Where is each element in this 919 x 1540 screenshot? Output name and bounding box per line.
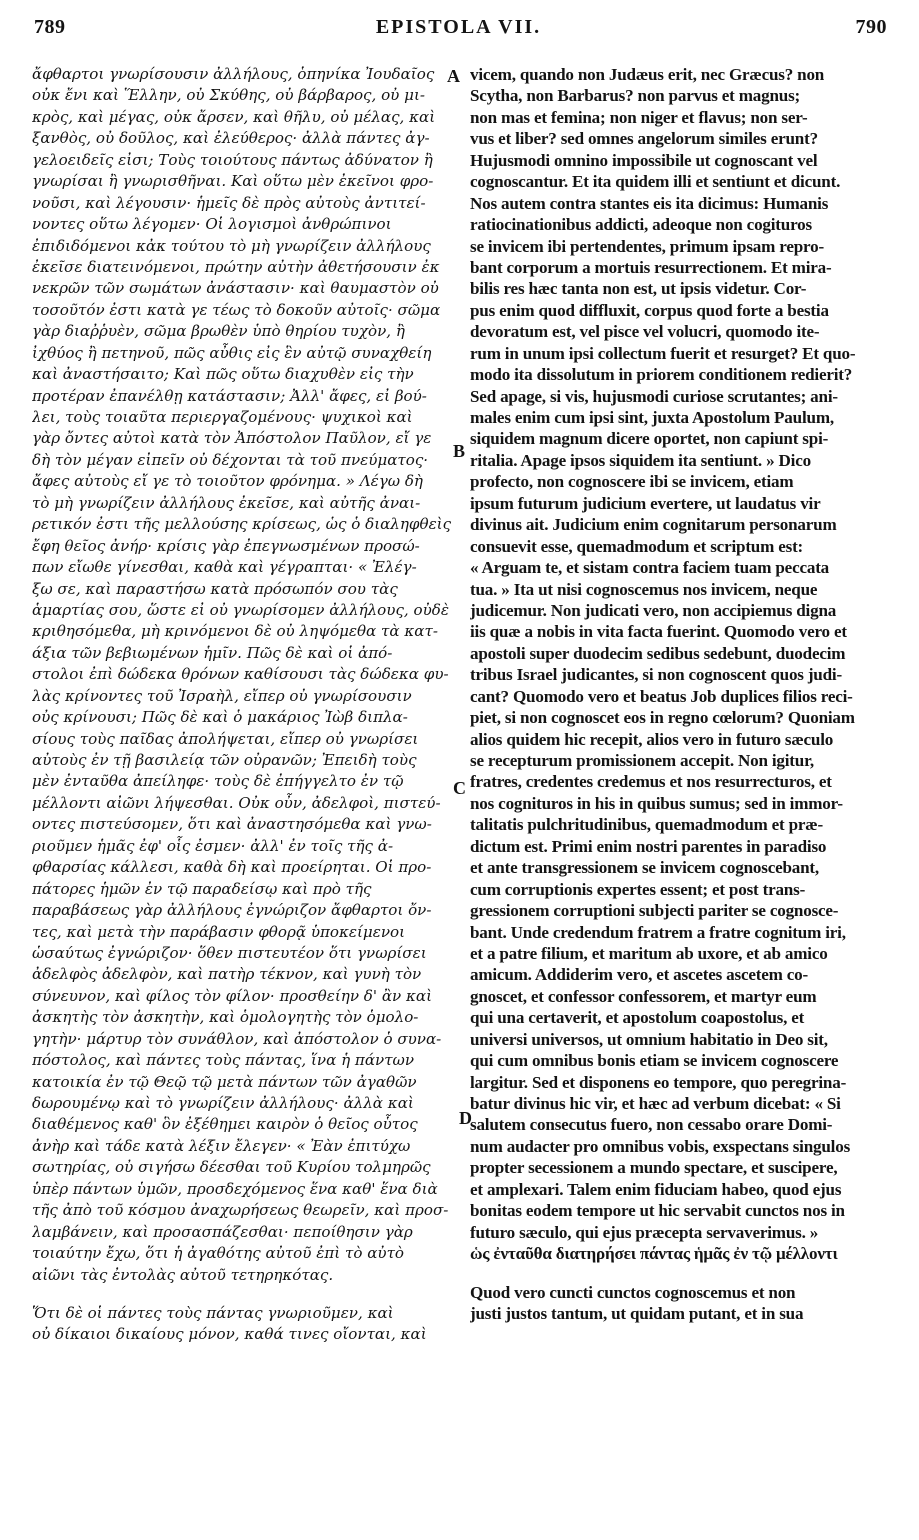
greek-text-line: ἰχθύος ἢ πετηνοῦ, πῶς αὖθις εἰς ἓν αὐτῷ συναχθείη [32, 343, 432, 362]
latin-text-line: siquidem magnum dicere oportet, non capiunt spi- [470, 429, 829, 449]
greek-text-line: κατοικία ἐν τῷ Θεῷ τῷ μετὰ πάντων τῶν ἀγαθῶν [32, 1072, 417, 1091]
margin-marker-a: A [447, 66, 460, 86]
greek-text-line: τοιαύτην ἔχω, ὅτι ἡ ἀγαθότης αὐτοῦ ἐπὶ τὸ αὐτὸ [32, 1244, 405, 1263]
greek-text-line: νεκρῶν τῶν σωμάτων ἀνάστασιν· καὶ θαυμαστὸν οὐ [32, 279, 439, 298]
greek-text-line: οὐς κρίνουσι; Πῶς δὲ καὶ ὁ μακάριος Ἰὼβ διπλα- [32, 708, 408, 727]
latin-text-line: bant. Unde credendum fratrem a fratre cognitum iri, [470, 922, 846, 942]
greek-text-line: γελοειδεῖς εἰσι; Τοὺς τοιούτους πάντως ἀδύνατον ἢ [32, 150, 433, 169]
greek-text-line: αἰῶνι τὰς ἐντολὰς αὐτοῦ τετηρηκότας. [32, 1265, 334, 1284]
greek-text-line: παραβάσεως γὰρ ἀλλήλους ἐγνώριζον ἄφθαρτοι ὄν- [32, 901, 432, 920]
latin-text-line: num audacter pro omnibus vobis, exspectans singulos [470, 1136, 851, 1156]
greek-text-line: ριοῦμεν ἡμᾶς ἐφ' οἷς ἐσμεν· ἀλλ' ἐν τοῖς τῆς ἀ- [32, 836, 394, 855]
latin-text-line: vicem, quando non Judæus erit, nec Græcus? non [470, 65, 825, 84]
left-page-number: 789 [34, 16, 66, 38]
greek-text-line: κριθησόμεθα, μὴ κρινόμενοι δὲ οὐ ληψόμεθα τὰ κατ- [32, 622, 438, 641]
latin-text-line: judicemur. Non judicati vero, non accipiemus digna [470, 600, 837, 620]
latin-text-line: devoratum est, vel pisce vel volucri, quomodo ite- [470, 322, 820, 342]
latin-text-line: qui una certaverit, et apostolum coapostolus, et [470, 1008, 805, 1028]
latin-text-line: ipsum futurum judicium evertere, ut laudatus vir [470, 493, 821, 513]
latin-text-line: fratres, credentes credemus et nos resurrecturos, et [470, 772, 832, 792]
latin-text-line: ritalia. Apage ipsos siquidem ita sentiunt. » Dico [470, 450, 811, 470]
latin-text-line: apostoli super duodecim sedibus sedebunt, duodecim [470, 643, 846, 663]
latin-text-line: tua. » Ita ut nisi cognoscemus nos invicem, neque [470, 579, 818, 599]
greek-text-line: δωρουμένῳ καὶ τὸ γνωρίζειν ἀλλήλους· ἀλλὰ καὶ [32, 1094, 414, 1112]
latin-text-line: cant? Quomodo vero et beatus Job duplices filios reci- [470, 686, 853, 706]
latin-text-line: « Arguam te, et sistam contra faciem tuam peccata [470, 558, 830, 578]
latin-text-line: males enim cum ipsi sint, juxta Apostolum Paulum, [470, 408, 834, 427]
greek-text-line: λὰς κρίνοντες τοῦ Ἰσραὴλ, εἴπερ οὐ γνωρίσουσιν [32, 686, 412, 705]
greek-text-line: μέλλοντι αἰῶνι λήψεσθαι. Οὐκ οὖν, ἀδελφοὶ, πιστεύ- [32, 793, 441, 812]
greek-text-line: αὐτοὺς ἐν τῇ βασιλείᾳ τῶν οὐρανῶν; Ἐπειδὴ τοὺς [32, 751, 417, 769]
latin-text-line: ὡς ἐνταῦθα διατηρήσει πάντας ἡμᾶς ἐν τῷ μέλλοντι [470, 1244, 838, 1264]
greek-text-line: τὸ μὴ γνωρίζειν ἀλλήλους ἐκεῖσε, καὶ αὐτῆς ἀναι- [32, 493, 421, 512]
greek-text-line: ἀσκητὴς τὸν ἀσκητὴν, καὶ ὁμολογητὴς τὸν ὁμολο- [32, 1008, 419, 1027]
greek-text-line: οντες πιστεύσομεν, ὅτι καὶ ἀναστησόμεθα καὶ γνω- [32, 815, 432, 834]
greek-text-line: ὑπὲρ πάντων ὑμῶν, προσδεχόμενος ἕνα καθ' ἕνα διὰ [32, 1179, 438, 1198]
latin-text-column [470, 64, 884, 1324]
greek-text-line: λαμβάνειν, καὶ προσασπάζεσθαι· πεποίθησιν γὰρ [32, 1222, 413, 1241]
latin-text-line: Hujusmodi omnino impossibile ut cognoscant vel [470, 150, 818, 170]
greek-text-line: ἀδελφὸς ἀδελφὸν, καὶ πατὴρ τέκνον, καὶ γυνὴ τὸν [32, 965, 422, 984]
greek-text-line: πόστολος, καὶ πάντες τοὺς πάντας, ἵνα ἡ πάντων [32, 1051, 415, 1070]
greek-text-line: πάτορες ἡμῶν ἐν τῷ παραδείσῳ καὶ πρὸ τῆς [32, 879, 372, 898]
latin-text-line: gnoscet, et confessor confessorem, et martyr eum [470, 986, 817, 1006]
latin-text-line: bonitas eodem tempore ut hic servabit cunctos nos in [470, 1201, 845, 1221]
latin-text-line: et ante transgressionem se invicem cognoscebant, [470, 858, 820, 878]
greek-text-line: σίους τοὺς παῖδας ἀπολήψεται, εἴπερ οὐ γνωρίσει [32, 729, 419, 748]
latin-text-line: ratiocinationibus addicti, adeoque non cogituros [470, 215, 812, 235]
latin-text-line: qui cum omnibus bonis etiam se invicem cognoscere [470, 1051, 839, 1071]
latin-text-line: batur divinus hic vir, et hæc ad verbum dicebat: « Si [470, 1094, 841, 1113]
latin-text-line: iis quæ a nobis in vita facta fuerint. Quomodo vero et [470, 622, 847, 642]
greek-text-line: γνωρίσαι ἢ γνωρισθῆναι. Καὶ οὕτω μὲν ἐκεῖνοι φρο- [32, 172, 434, 191]
latin-text-line: universi universos, ut omnium habitatio in Deo sit, [470, 1029, 828, 1049]
greek-text-line: τοσοῦτόν ἐστι κατὰ γε τέως τὸ δοκοῦν αὐτοῖς· σῶμα [32, 300, 441, 319]
latin-text-line: Scytha, non Barbarus? non parvus et magnus; [470, 86, 801, 106]
greek-text-line: κρὸς, καὶ μέγας, οὐκ ἄρσεν, καὶ θῆλυ, οὐ μέλας, καὶ [32, 107, 436, 126]
greek-text-line: ἁμαρτίας σου, ὥστε εἰ οὐ γνωρίσομεν ἀλλήλους, οὐδὲ [32, 600, 449, 619]
margin-marker-d: D [459, 1108, 472, 1128]
greek-text-line: τες, καὶ μετὰ τὴν παράβασιν φθορᾷ ὑποκείμενοι [32, 922, 406, 941]
latin-text-line: piet, si non cognoscet eos in regno cœlorum? Quoniam [470, 708, 855, 728]
latin-text-line: talitatis pulchritudinibus, quemadmodum et præ- [470, 815, 823, 835]
latin-text-line: futuro sæculo, qui ejus præcepta servaverimus. » [470, 1222, 819, 1242]
greek-text-line: νοῦσι, καὶ λέγουσιν· ἡμεῖς δὲ πρὸς αὐτοὺς ἀντιτεί- [32, 193, 426, 212]
margin-marker-b: B [453, 441, 466, 461]
greek-text-paragraph-gap [32, 1286, 452, 1303]
greek-text-line: καὶ ἀναστήσαιτο; Καὶ πῶς οὕτω διαχυθὲν εἰς τὴν [32, 365, 414, 384]
latin-text-line: justi justos tantum, ut quidam putant, et in sua [470, 1303, 804, 1323]
latin-text-line: bilis res hæc tanta non est, ut ipsis videtur. Cor- [470, 279, 807, 299]
greek-text-line: νοντες οὕτω λέγομεν· Οἱ λογισμοὶ ἀνθρώπινοι [32, 215, 392, 234]
greek-text-line: οὐ δίκαιοι δικαίους μόνον, καθά τινες οἴονται, καὶ [32, 1325, 427, 1344]
latin-text-line: et amplexari. Talem enim fiduciam habeo, quod ejus [470, 1179, 842, 1199]
latin-text-line: se recepturum promissionem accepit. Non igitur, [470, 751, 815, 770]
latin-text-line: propter secessionem a mundo spectare, et suscipere, [470, 1158, 838, 1178]
greek-text-line: ἄφες αὐτοὺς εἴ γε τὸ τοιοῦτον φρόνημα. » Λέγω δὴ [32, 472, 423, 491]
latin-text-line: divinus ait. Judicium enim cognitarum personarum [470, 515, 837, 535]
latin-text-line: Sed apage, si vis, hujusmodi curiose scrutantes; ani- [470, 386, 838, 406]
greek-text-line: σύνευνον, καὶ φίλος τὸν φίλον· προσθείην δ' ἂν καὶ [32, 986, 432, 1005]
greek-text-line: λει, τοὺς τοιαῦτα περιεργαζομένους· ψυχικοὶ καὶ [32, 408, 413, 426]
greek-text-line: ρετικόν ἐστι τῆς μελλούσης κρίσεως, ὡς ὁ διαληφθεὶς [32, 515, 452, 534]
greek-text-line: στολοι ἐπὶ δώδεκα θρόνων καθίσουσι τὰς δώδεκα φυ- [32, 665, 449, 684]
latin-text-line: nos cognituros in his in quibus sumus; sed in immor- [470, 793, 843, 813]
greek-text-line: γὰρ ὄντες αὐτοὶ κατὰ τὸν Ἀπόστολον Παῦλον, εἴ γε [32, 429, 432, 448]
latin-text-line: largitur. Sed et disponens eo tempore, quo peregrina- [470, 1072, 847, 1092]
greek-text-line: γητὴν· μάρτυρ τὸν συνάθλον, καὶ ἀπόστολον ὁ συνα- [32, 1029, 442, 1048]
greek-text-line: γὰρ διαῤῥυὲν, σῶμα βρωθὲν ὑπὸ θηρίου τυχὸν, ἢ [32, 322, 405, 341]
greek-text-line: ἐκεῖσε διατεινόμενοι, πρώτην αὐτὴν ἀθετήσουσιν ἐκ [32, 257, 440, 276]
greek-text-line: πων εἴωθε γίνεσθαι, καθὰ καὶ γέγραπται· « Ἐλέγ- [32, 558, 417, 577]
greek-text-line: σωτηρίας, οὐ σιγήσω δέεσθαι τοῦ Κυρίου τολμηρῶς [32, 1158, 431, 1177]
right-page-number: 790 [855, 16, 887, 38]
greek-text-line: δὴ τὸν μέγαν εἰπεῖν οὐ δέχονται τὰ τοῦ πνεύματος· [32, 450, 429, 469]
latin-text-line: cognoscantur. Et ita quidem illi et sentiunt et dicunt. [470, 172, 841, 192]
running-title: EPISTOLA VII. [375, 16, 542, 38]
latin-text-line: bant corporum a mortuis resurrectionem. Et mira- [470, 257, 832, 277]
greek-text-line: Ὅτι δὲ οἱ πάντες τοὺς πάντας γνωριοῦμεν, καὶ [32, 1303, 394, 1322]
latin-text-line: salutem consecutus fuero, non cessabo orare Domi- [470, 1115, 833, 1135]
latin-text-line: modo ita dissolutum in priorem conditionem redierit? [470, 365, 853, 385]
greek-text-line: μὲν ἐνταῦθα ἀπείληφε· τοὺς δὲ ἐπήγγελτο ἐν τῷ [32, 772, 404, 791]
latin-text-line: cum corruptionis expertes essent; et post trans- [470, 879, 806, 899]
latin-text-line: dictum est. Primi enim nostri parentes in paradiso [470, 836, 827, 856]
greek-text-line: φθαρσίας κάλλεσι, καθὰ δὴ καὶ προείρηται. Οἱ προ- [32, 858, 432, 877]
latin-text-line: vus et liber? sed omnes angelorum similes erunt? [470, 129, 818, 149]
latin-text-line: se invicem ibi pertendentes, primum ipsam repro- [470, 236, 824, 256]
greek-text-line: ξανθὸς, οὐ δοῦλος, καὶ ἐλεύθερος· ἀλλὰ πάντες ἀγ- [32, 129, 430, 148]
greek-text-line: ἔφη θεῖος ἀνήρ· κρίσις γὰρ ἐπεγνωσμένων προσώ- [32, 536, 420, 555]
latin-text-line: alios quidem hic recepit, alios vero in futuro sæculo [470, 729, 834, 749]
greek-text-line: άξια τῶν βεβιωμένων ἡμῖν. Πῶς δὲ καὶ οἱ ἀπό- [32, 643, 393, 662]
latin-text-line: Quod vero cuncti cunctos cognoscemus et non [470, 1282, 796, 1302]
page-header [28, 12, 889, 44]
greek-text-column [32, 64, 452, 1346]
greek-text-line: προτέραν ἐπανέλθῃ κατάστασιν; Ἀλλ' ἄφες, εἰ βού- [32, 386, 427, 405]
latin-text-line: consuevit esse, quemadmodum et scriptum est: [470, 536, 804, 556]
latin-text-paragraph-gap [470, 1265, 884, 1282]
greek-text-line: ἄφθαρτοι γνωρίσουσιν ἀλλήλους, ὁπηνίκα Ἰουδαῖος [32, 65, 435, 83]
greek-text-line: ἐπιδιδόμενοι κἀκ τούτου τὸ μὴ γνωρίζειν ἀλλήλους [32, 236, 431, 255]
latin-text-line: tribus Israel judicantes, si non cognoscent quos judi- [470, 665, 842, 685]
latin-text-line: Nos autem contra stantes eis ita dicimus: Humanis [470, 193, 829, 213]
greek-text-line: τῆς ἀπὸ τοῦ κόσμου ἀναχωρήσεως θεωρεῖν, καὶ προσ- [32, 1201, 449, 1220]
greek-text-line: διαθέμενος καθ' ὃν ἐξέθημει καιρὸν ὁ θεῖος οὗτος [32, 1115, 418, 1134]
greek-text-line: ξω σε, καὶ παραστήσω κατὰ πρόσωπόν σου τὰς [32, 579, 398, 598]
latin-text-line: amicum. Addiderim vero, et ascetes ascetem co- [470, 965, 808, 985]
latin-text-line: gressionem corruptioni subjecti pariter se cognosce- [470, 901, 839, 921]
latin-text-line: profecto, non cognoscere ibi se invicem, etiam [470, 472, 794, 492]
margin-marker-c: C [453, 778, 466, 798]
latin-text-line: non mas et femina; non niger et flavus; non ser- [470, 107, 808, 127]
latin-text-line: rum in unum ipsi collectum fuerit et resurget? Et quo- [470, 343, 856, 363]
greek-text-line: ὡσαύτως ἐγνώριζον· ὅθεν πιστευτέον ὅτι γνωρίσει [32, 943, 427, 962]
latin-text-line: pus enim quod diffluxit, corpus quod forte a bestia [470, 300, 829, 320]
greek-text-line: οὐκ ἔνι καὶ Ἕλλην, οὐ Σκύθης, οὐ βάρβαρος, οὐ μι- [32, 86, 425, 105]
latin-text-line: et a patre filium, et maritum ab uxore, et ab amico [470, 943, 828, 963]
greek-text-line: ἀνὴρ καὶ τάδε κατὰ λέξιν ἔλεγεν· « Ἐὰν ἐπιτύχω [32, 1136, 411, 1155]
